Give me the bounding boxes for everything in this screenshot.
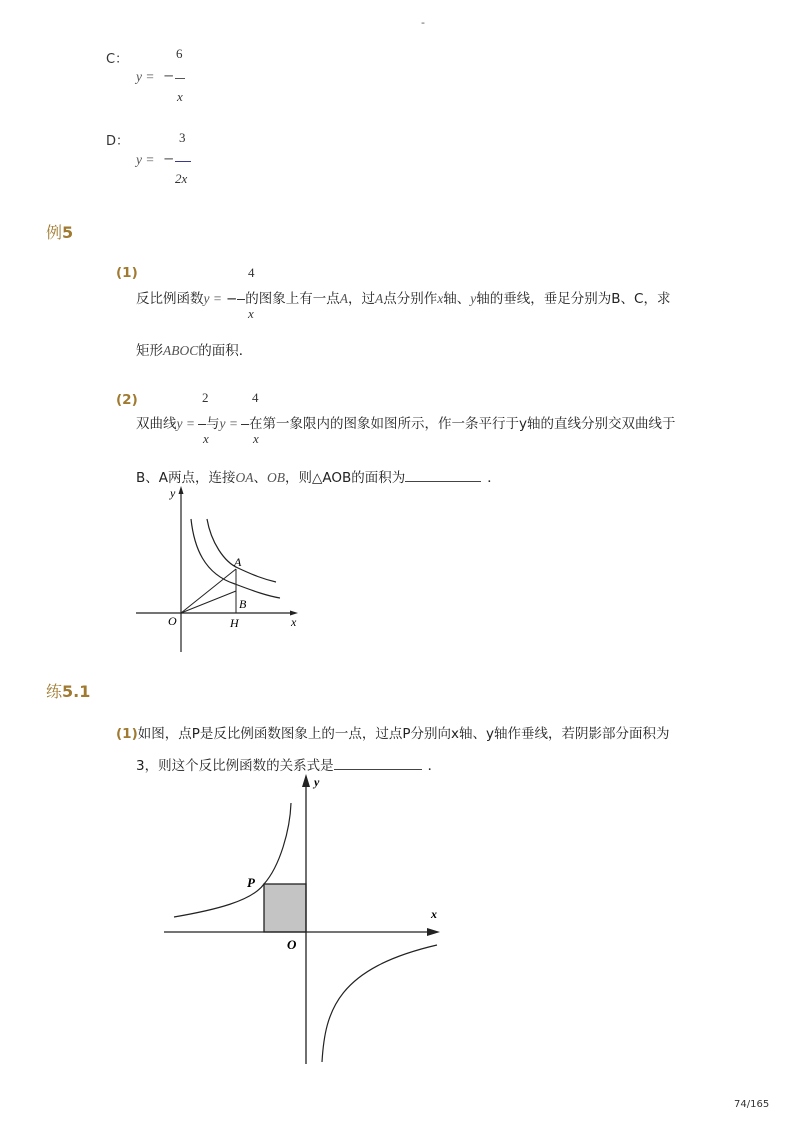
example-q1-number: (1) (116, 265, 138, 281)
practice-q1-text: 如图，点P是反比例函数图象上的一点，过点P分别向x轴、y轴作垂线，若阴影部分面积为 (137, 726, 670, 742)
q2-fraction-bar-2 (241, 424, 249, 425)
q1-text-a: 反比例函数 (136, 291, 204, 307)
q2-line2-end: ． (487, 470, 501, 486)
practice-heading-number: 5.1 (62, 682, 91, 701)
option-d-label: D： (106, 134, 130, 149)
fig1-label-o: O (168, 614, 177, 628)
option-c-lhs: y = (136, 69, 155, 84)
example-q2-num1: 2 (202, 390, 209, 405)
example-heading (46, 220, 73, 243)
q1-line2-var: ABOC (163, 343, 199, 358)
practice-q1-line2-text: 3，则这个反比例函数的关系式是 (136, 758, 334, 774)
fig2-shaded-rectangle (264, 884, 306, 932)
q2-text-b: 与 (205, 416, 220, 432)
q2-sep: 、 (253, 470, 267, 486)
q1-text-c: ，过 (348, 291, 376, 307)
q1-text-e: 轴、 (443, 291, 471, 307)
option-c-sign: − (163, 68, 175, 84)
example-q1-frac-numerator: 4 (248, 265, 255, 280)
practice-q1-line1 (116, 722, 670, 742)
q1-lhs: y = (203, 291, 222, 306)
fig2-label-o: O (287, 937, 297, 952)
example-figure (128, 482, 308, 654)
q2-line2-b: ，则△AOB的面积为 (285, 470, 406, 486)
example-heading-number: 5 (62, 223, 74, 242)
fig1-y-arrow-icon (179, 486, 184, 494)
option-c-numerator: 6 (176, 46, 183, 61)
q2-var-oa: OA (235, 470, 254, 485)
fig2-x-arrow-icon (427, 928, 440, 936)
q2-lhs1: y = (176, 416, 195, 431)
fig1-label-y: y (170, 486, 176, 500)
q1-line2-a: 矩形 (136, 343, 163, 359)
q1-text-f: 轴的垂线，垂足分别为B、C，求 (476, 291, 671, 307)
q1-sign: − (225, 291, 238, 307)
fig1-label-a: A (234, 555, 242, 569)
fig2-label-x: x (431, 907, 437, 921)
practice-q1-line2-end: ． (427, 758, 442, 774)
q2-var-ob: OB (267, 470, 285, 485)
q2-fraction-bar-1 (198, 424, 206, 425)
q1-var-y: y (470, 291, 477, 306)
q2-text-c: 在第一象限内的图象如图所示，作一条平行于y轴的直线分别交双曲线于 (248, 416, 676, 432)
q1-var-a2: A (375, 291, 384, 306)
option-d-numerator: 3 (179, 130, 186, 145)
fig2-label-y: y (314, 775, 320, 789)
q1-text-d: 点分别作 (383, 291, 438, 307)
practice-q1-number: (1) (116, 726, 138, 742)
example-q1-line1 (136, 287, 670, 307)
q2-line2-a: B、A两点，连接 (136, 470, 236, 486)
fig1-segment-oa (181, 569, 236, 613)
q1-var-a: A (339, 291, 349, 306)
fig2-label-p: P (247, 875, 255, 890)
example-q1-frac-denominator: x (248, 306, 254, 321)
option-c-denominator: x (177, 89, 183, 104)
q2-text-a: 双曲线 (136, 416, 177, 432)
example-q2-number: (2) (116, 392, 138, 408)
fig2-curve-lower-right (322, 945, 437, 1062)
fig1-label-b: B (239, 597, 247, 611)
fig2-y-arrow-icon (302, 774, 310, 787)
q2-answer-blank (405, 480, 481, 482)
option-d-sign: − (163, 151, 175, 167)
q2-lhs2: y = (219, 416, 238, 431)
option-d-fraction-bar (175, 161, 191, 162)
example-q2-den2: x (253, 431, 259, 446)
practice-figure (160, 770, 450, 1070)
example-q2-num2: 4 (252, 390, 259, 405)
example-q2-line1 (136, 412, 675, 432)
fig1-segment-ob (181, 591, 236, 613)
option-c-label: C： (106, 52, 129, 67)
q1-text-b: 的图象上有一点 (245, 291, 340, 307)
practice-heading-prefix: 练 (46, 682, 63, 701)
fig1-curve-outer (207, 519, 276, 582)
example-q2-den1: x (203, 431, 209, 446)
q1-line2-b: 的面积． (198, 343, 253, 359)
option-d-denominator: 2x (175, 171, 188, 186)
option-d-lhs: y = (136, 152, 155, 167)
header-mark: - (421, 16, 425, 29)
q1-var-x: x (437, 291, 444, 306)
example-heading-prefix: 例 (46, 223, 63, 242)
page-number: 74/165 (734, 1099, 770, 1110)
fig1-label-h: H (230, 616, 239, 630)
fig1-label-x: x (291, 615, 297, 629)
practice-heading (46, 679, 90, 702)
example-q1-line2 (136, 339, 252, 359)
option-c-fraction-bar (175, 78, 185, 79)
